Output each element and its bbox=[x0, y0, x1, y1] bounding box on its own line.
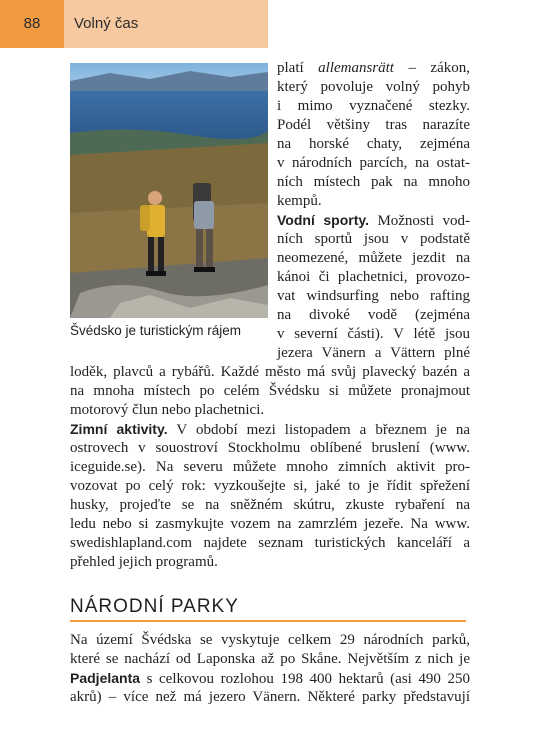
text-line: loděk, plavců a rybářů. Každé město má svůj plavecký bazén a bbox=[70, 364, 470, 380]
text-line: neomezené, můžete jezdit na bbox=[277, 250, 470, 266]
allemansratt-term: allemansrätt bbox=[318, 60, 394, 76]
text-line: akrů) – více než má jezero Vänern. Některé parky představují bbox=[70, 689, 470, 705]
text-line: kempů. bbox=[277, 193, 322, 209]
text-line: Zimní aktivity. V období mezi listopadem a březnem je na bbox=[70, 421, 470, 438]
text-line: Vodní sporty. Možnosti vod- bbox=[277, 212, 471, 229]
page-number: 88 bbox=[0, 0, 64, 48]
text-line: ních místech pak na mnoho bbox=[277, 174, 470, 190]
text-line: iceguide.se). Na severu můžete mnoho zimních aktivit pro- bbox=[70, 459, 470, 475]
text-line: motorový člun nebo plachetnici. bbox=[70, 402, 265, 418]
text-line: na horské chaty, zejména bbox=[277, 136, 470, 152]
national-parks-text bbox=[70, 631, 470, 707]
hikers-photo bbox=[70, 63, 268, 318]
section-title: Volný čas bbox=[74, 15, 139, 32]
text-line: ních sportů jsou v podstatě bbox=[277, 231, 470, 247]
text-line: husky, projeďte se na sněžném skútru, zkuste rybaření na bbox=[70, 497, 470, 513]
water-sports-heading: Vodní sporty. bbox=[277, 212, 370, 228]
text-line: Na území Švédska se vyskytuje celkem 29 národních parků, bbox=[70, 632, 470, 648]
text-line: ostrovech v souostroví Stockholmu oblíbené bruslení (www. bbox=[70, 440, 470, 456]
text-line: v severní části). V létě jsou bbox=[277, 326, 470, 342]
text-line: Padjelanta s celkovou rozlohou 198 400 hektarů (asi 490 250 bbox=[70, 670, 470, 687]
text-line: jezera Vänern a Vättern plné bbox=[277, 345, 470, 361]
text-line: vozovat po celý rok: vyzkoušejte si, jaké to je řídit spřežení bbox=[70, 478, 470, 494]
text-line: i mimo vyznačené stezky. bbox=[277, 98, 470, 114]
text-line: ledu nebo si zasmykujte vozem na zamrzlém jezeře. Na www. bbox=[70, 516, 470, 532]
padjelanta-term: Padjelanta bbox=[70, 670, 141, 686]
text-line: přehled jejich programů. bbox=[70, 554, 218, 570]
text-line: vat windsurfing nebo rafting bbox=[277, 288, 470, 304]
text-line: na divoké vodě (zejména bbox=[277, 307, 470, 323]
text-line: Podél většiny tras narazíte bbox=[277, 117, 470, 133]
photo-caption: Švédsko je turistickým rájem bbox=[70, 323, 242, 338]
body-text bbox=[70, 363, 470, 572]
winter-activities-heading: Zimní aktivity. bbox=[70, 421, 168, 437]
national-parks-heading: NÁRODNÍ PARKY bbox=[70, 596, 466, 622]
text-line: platí allemansrätt – zákon, bbox=[277, 60, 470, 76]
body-column bbox=[277, 59, 470, 363]
running-header bbox=[0, 0, 268, 48]
text-line: kánoi či plachetnici, provozo- bbox=[277, 269, 470, 285]
text-line: na mnoha místech po celém Švédsku si můžete pronajmout bbox=[70, 383, 470, 399]
text-line: který povoluje volný pohyb bbox=[277, 79, 470, 95]
text-line: swedishlapland.com najdete seznam turistických kanceláří a bbox=[70, 535, 470, 551]
text-line: v národních parcích, na ostat- bbox=[277, 155, 470, 171]
text-line: které se nachází od Laponska až po Skåne. Největším z nich je bbox=[70, 651, 470, 667]
